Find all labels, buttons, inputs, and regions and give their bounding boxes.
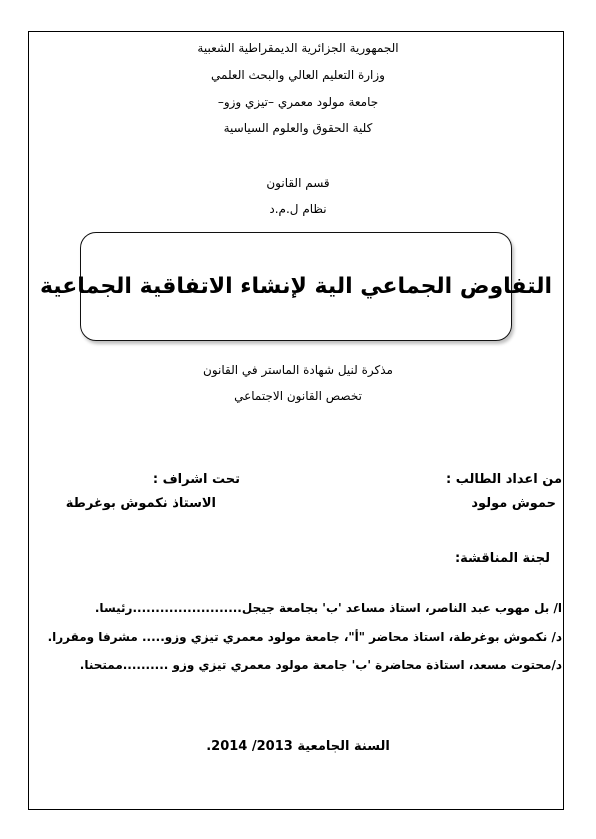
page-border (28, 31, 564, 810)
study-system: نظام ل.م.د (269, 202, 327, 216)
supervisor-name: الاستاذ نكموش بوغرطة (65, 496, 216, 511)
ministry-name: وزارة التعليم العالي والبحث العلمي (211, 68, 385, 82)
supervisor-label: تحت اشراف : (152, 472, 240, 487)
student-label: من اعداد الطالب : (445, 472, 562, 487)
academic-year: السنة الجامعية 2013/ 2014. (206, 739, 390, 754)
committee-member-1: ا/ بل مهوب عبد الناصر، استاذ مساعد 'ب' بجامعة جيجل........................رئيسا. (94, 601, 562, 615)
department-name: قسم القانون (266, 176, 330, 190)
republic-name: الجمهورية الجزائرية الديمقراطية الشعبية (197, 41, 399, 55)
student-name: حموش مولود (471, 496, 556, 511)
memo-purpose: مذكرة لنيل شهادة الماستر في القانون (203, 363, 393, 377)
committee-member-2: د/ نكموش بوغرطة، استاذ محاضر "أ"، جامعة مولود معمري تيزي وزو..... مشرفا ومقررا. (47, 630, 562, 644)
thesis-title-box (39, 232, 553, 341)
thesis-title: التفاوض الجماعي الية لإنشاء الاتفاقية الجماعية (39, 274, 553, 299)
committee-label: لجنة المناقشة: (454, 551, 550, 566)
faculty-name: كلية الحقوق والعلوم السياسية (223, 121, 373, 135)
memo-specialty: تخصص القانون الاجتماعي (234, 389, 362, 403)
committee-member-3: د/محتوت مسعد، استاذة محاضرة 'ب' جامعة مولود معمري تيزي وزو ..........ممتحنا. (79, 658, 562, 672)
university-name: جامعة مولود معمري –تيزي وزو– (217, 95, 379, 109)
